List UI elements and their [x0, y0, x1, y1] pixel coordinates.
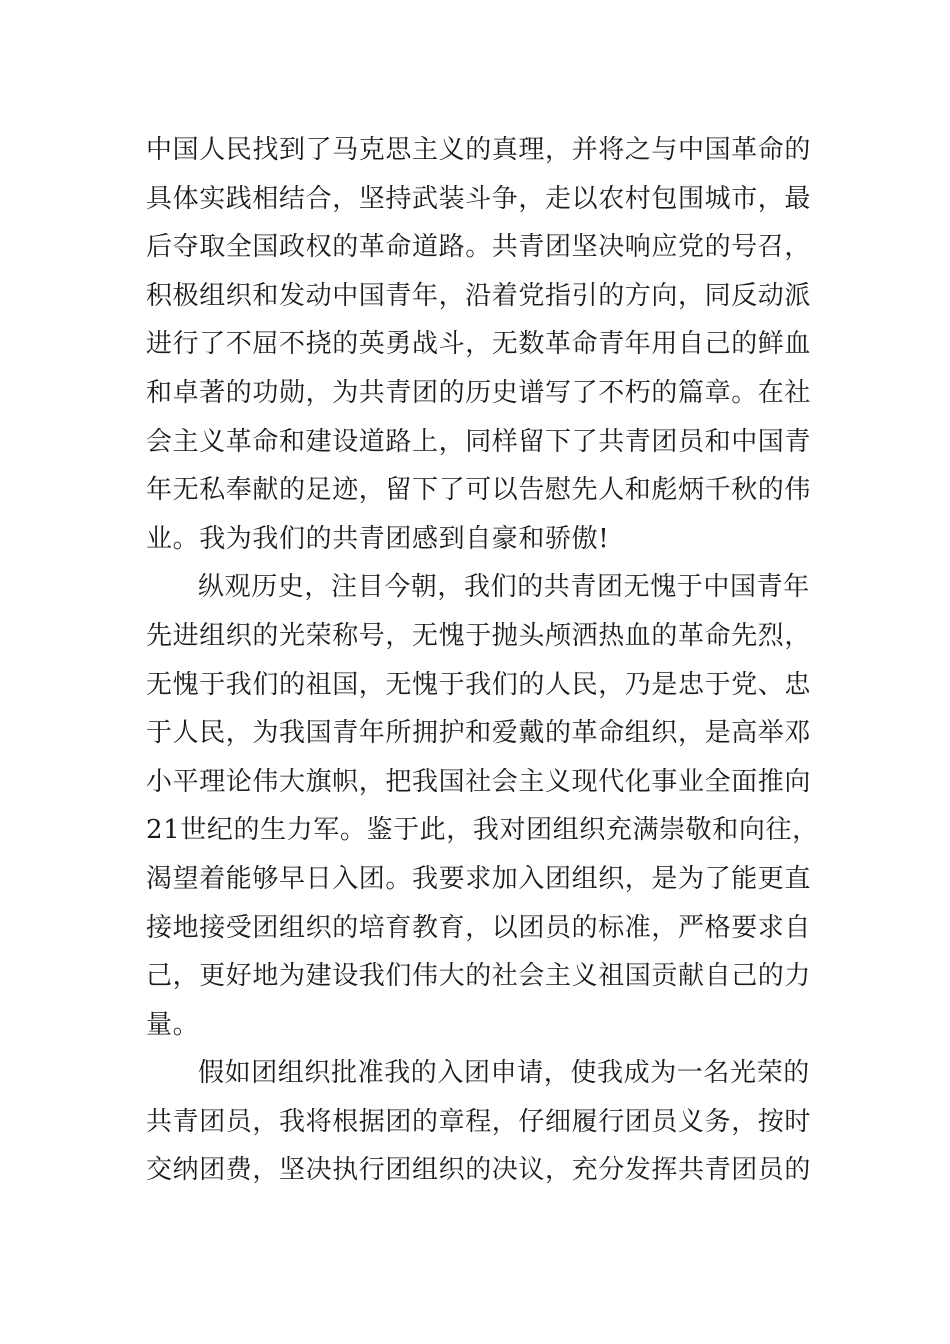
text-line: 交纳团费，坚决执行团组织的决议，充分发挥共青团员的 — [146, 1155, 812, 1186]
text-line-first: 假如团组织批准我的入团申请，使我成为一名光荣的 — [198, 1058, 810, 1089]
text-line: 和卓著的功勋，为共青团的历史谱写了不朽的篇章。在社 — [146, 377, 812, 408]
text-line: 于人民，为我国青年所拥护和爱戴的革命组织，是高举邓 — [146, 718, 812, 749]
text-line: 中国人民找到了马克思主义的真理，并将之与中国革命的 — [146, 135, 812, 165]
document-body — [146, 126, 826, 1195]
text-line: 21世纪的生力军。鉴于此，我对团组织充满崇敬和向往， — [146, 815, 819, 846]
paragraph-2 — [146, 563, 826, 1049]
text-line: 渴望着能够早日入团。我要求加入团组织，是为了能更直 — [146, 863, 812, 894]
text-line: 量。 — [146, 1009, 200, 1040]
text-line: 业。我为我们的共青团感到自豪和骄傲! — [146, 523, 610, 554]
text-line: 积极组织和发动中国青年，沿着党指引的方向，同反动派 — [146, 280, 812, 311]
text-line: 共青团员，我将根据团的章程，仔细履行团员义务，按时 — [146, 1106, 812, 1137]
paragraph-3 — [146, 1049, 826, 1195]
text-line: 进行了不屈不挠的英勇战斗，无数革命青年用自己的鲜血 — [146, 329, 812, 360]
text-line: 会主义革命和建设道路上，同样留下了共青团员和中国青 — [146, 426, 812, 457]
text-line: 先进组织的光荣称号，无愧于抛头颅洒热血的革命先烈， — [146, 620, 812, 651]
text-line-first: 纵观历史，注目今朝，我们的共青团无愧于中国青年 — [198, 572, 810, 603]
text-line: 己，更好地为建设我们伟大的社会主义祖国贡献自己的力 — [146, 961, 812, 992]
text-line: 接地接受团组织的培育教育，以团员的标准，严格要求自 — [146, 912, 812, 943]
text-line: 后夺取全国政权的革命道路。共青团坚决响应党的号召， — [146, 232, 812, 263]
paragraph-1 — [146, 126, 826, 563]
text-line: 年无私奉献的足迹，留下了可以告慰先人和彪炳千秋的伟 — [146, 475, 812, 506]
text-line: 具体实践相结合，坚持武装斗争，走以农村包围城市，最 — [146, 183, 812, 214]
text-line: 无愧于我们的祖国，无愧于我们的人民，乃是忠于党、忠 — [146, 669, 812, 700]
text-line: 小平理论伟大旗帜，把我国社会主义现代化事业全面推向 — [146, 766, 812, 797]
